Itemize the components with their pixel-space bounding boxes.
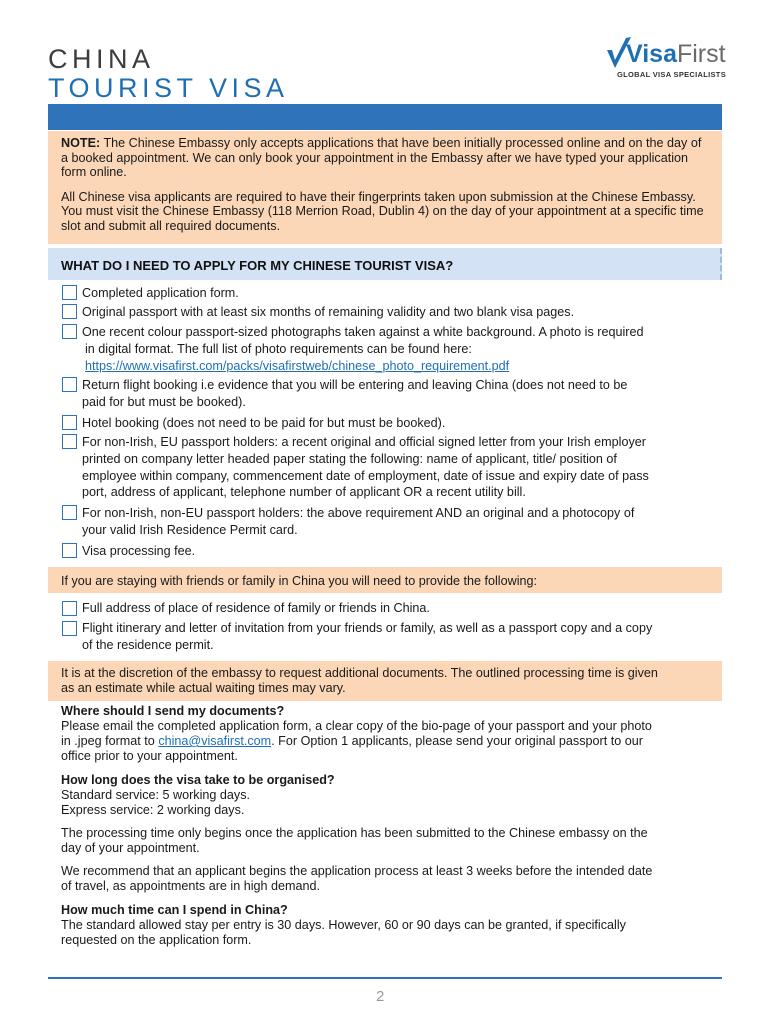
friends-item-2: Flight itinerary and letter of invitation from your friends or family, as well as a passport copy and a copy of the residence permit. (82, 621, 653, 652)
footer-divider (48, 977, 722, 979)
checkbox-friends-1[interactable] (62, 601, 77, 616)
requirement-item-4: Return flight booking i.e evidence that you will be entering and leaving China (does not need to be paid for but must be booked). (82, 378, 628, 409)
title-line-2: TOURIST VISA (48, 73, 289, 103)
checkbox-item-4[interactable] (62, 377, 77, 392)
checkbox-item-6[interactable] (62, 434, 77, 449)
stay-duration-section: How much time can I spend in China? The standard allowed stay per entry is 30 days. However, 60 or 90 days can be granted, if specifically requested on the application form. (61, 903, 626, 947)
requirement-item-3: One recent colour passport-sized photographs taken against a white background. A photo is required in digital format. The full list of photo requirements can be found here: https://www.visafirst.com/packs/visafirstweb/chinese_photo_requirement.pdf (82, 325, 644, 373)
checkbox-friends-2[interactable] (62, 621, 77, 636)
requirement-item-5: Hotel booking (does not need to be paid for but must be booked). (82, 416, 446, 430)
friends-family-heading: If you are staying with friends or family in China you will need to provide the following: (48, 567, 722, 593)
photo-requirements-link[interactable]: https://www.visafirst.com/packs/visafirstweb/chinese_photo_requirement.pdf (85, 358, 510, 373)
friends-item-1: Full address of place of residence of family or friends in China. (82, 601, 430, 615)
requirement-item-7: For non-Irish, non-EU passport holders: the above requirement AND an original and a photocopy of your valid Irish Residence Permit card. (82, 506, 635, 537)
processing-time-question: How long does the visa take to be organised? (61, 773, 335, 787)
checkbox-item-5[interactable] (62, 415, 77, 430)
requirement-item-8: Visa processing fee. (82, 544, 196, 558)
send-documents-question: Where should I send my documents? (61, 704, 285, 718)
discretion-notice: It is at the discretion of the embassy to request additional documents. The outlined processing time is given as an estimate while actual waiting times may vary. (48, 661, 722, 701)
send-documents-section: Where should I send my documents? Please email the completed application form, a clear copy of the bio-page of your passport and your photo in .jpeg format to china@visafirst.com. For Option 1 applicants, please send your original passport to our office prior to your appointment. (61, 704, 652, 763)
header-bar (48, 104, 722, 130)
note-box (48, 131, 722, 244)
checkbox-item-3[interactable] (62, 324, 77, 339)
page-number: 2 (376, 988, 385, 1005)
processing-time-section: How long does the visa take to be organised? Standard service: 5 working days. Express service: 2 working days. (61, 773, 335, 817)
logo-tagline: GLOBAL VISA SPECIALISTS (617, 70, 726, 79)
logo-wordmark: VisaFirst (626, 40, 726, 68)
checkbox-item-1[interactable] (62, 285, 77, 300)
checkbox-item-8[interactable] (62, 543, 77, 558)
note-paragraph-2: All Chinese visa applicants are required to have their fingerprints taken upon submission at the Chinese Embassy. You must visit the Chinese Embassy (118 Merrion Road, Dublin 4) on the day of your appointment at a specific time slot and submit all required documents. (61, 189, 704, 233)
checkbox-item-2[interactable] (62, 304, 77, 319)
visafirst-logo (604, 34, 726, 84)
requirements-heading: WHAT DO I NEED TO APPLY FOR MY CHINESE TOURIST VISA? (48, 248, 722, 280)
requirement-item-2: Original passport with at least six months of remaining validity and two blank visa pages. (82, 305, 575, 319)
processing-time-note: The processing time only begins once the application has been submitted to the Chinese embassy on the day of your appointment. (61, 826, 648, 855)
stay-duration-question: How much time can I spend in China? (61, 903, 288, 917)
email-link[interactable]: china@visafirst.com (158, 734, 272, 748)
checkbox-item-7[interactable] (62, 505, 77, 520)
note-paragraph-1: NOTE: The Chinese Embassy only accepts applications that have been initially processed online and on the day of a booked appointment. We can only book your appointment in the Embassy after we have typed your application form online. (61, 136, 702, 180)
requirement-item-1: Completed application form. (82, 286, 239, 300)
recommendation-note: We recommend that an applicant begins the application process at least 3 weeks before the intended date of travel, as appointments are in high demand. (61, 864, 653, 893)
requirement-item-6: For non-Irish, EU passport holders: a recent original and official signed letter from your Irish employer printed on company letter headed paper stating the following: name of applicant, title/ position of employee within company, commencement date of employment, date of issue and expiry date of pass port, address of applicant, telephone number of applicant OR a recent utility bill. (82, 435, 649, 500)
title-line-1: CHINA (48, 44, 155, 74)
